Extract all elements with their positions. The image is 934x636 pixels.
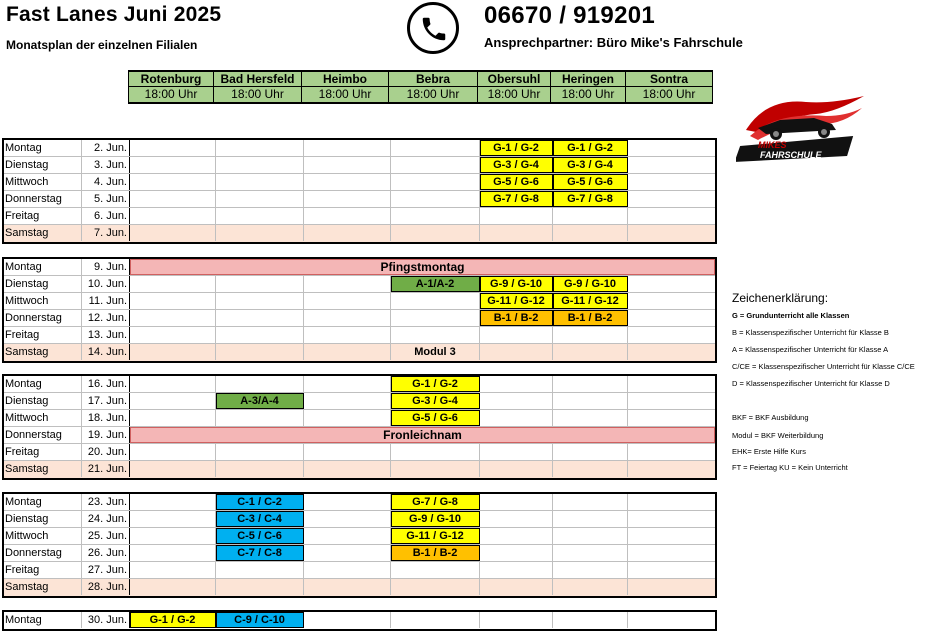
empty-cell [480,225,553,241]
empty-cell [304,562,391,578]
weekday-cell: Montag [4,259,82,275]
legend-item: B = Klassenspezifischer Unterricht für Klasse B [732,328,889,337]
course-cell: G-11 / G-12 [553,293,628,309]
weekday-cell: Montag [4,140,82,156]
empty-cell [480,579,553,595]
empty-cell [480,511,553,527]
date-cell: 24. Jun. [82,511,130,527]
empty-cell [216,174,304,190]
weekday-cell: Samstag [4,344,82,360]
course-cell: A-1/A-2 [391,276,480,292]
branch-time: 18:00 Uhr [626,87,713,104]
date-cell: 16. Jun. [82,376,130,392]
legend-item: C/CE = Klassenspezifischer Unterricht für Klasse C/CE [732,362,915,371]
course-cell: G-5 / G-6 [553,174,628,190]
branch-time: 18:00 Uhr [302,87,389,104]
course-cell: G-3 / G-4 [480,157,553,173]
course-cell: G-5 / G-6 [391,410,480,426]
weekday-cell: Montag [4,612,82,628]
date-cell: 23. Jun. [82,494,130,510]
week-table [2,610,717,631]
date-cell: 7. Jun. [82,225,130,241]
course-cell: C-3 / C-4 [216,511,304,527]
week-table [2,374,717,480]
empty-cell [628,157,715,173]
empty-cell [628,208,715,224]
legend-item: FT = Feiertag KU = Kein Unterricht [732,463,848,472]
empty-cell [304,444,391,460]
table-row [4,376,715,393]
branch-time: 18:00 Uhr [128,87,214,104]
empty-cell [304,393,391,409]
empty-cell [304,511,391,527]
empty-cell [216,225,304,241]
empty-cell [628,545,715,561]
course-cell: G-11 / G-12 [480,293,553,309]
empty-cell [628,444,715,460]
empty-cell [628,191,715,207]
empty-cell [391,174,480,190]
empty-cell [628,225,715,241]
course-cell: G-9 / G-10 [480,276,553,292]
empty-cell [216,191,304,207]
weekday-cell: Mittwoch [4,174,82,190]
empty-cell [628,174,715,190]
empty-cell [553,376,628,392]
empty-cell [304,461,391,477]
empty-cell [130,174,216,190]
week-table [2,257,717,363]
branch-time: 18:00 Uhr [551,87,626,104]
empty-cell [130,410,216,426]
empty-cell [130,393,216,409]
table-row [4,461,715,478]
table-row [4,140,715,157]
date-cell: 30. Jun. [82,612,130,628]
empty-cell [391,310,480,326]
table-row [4,208,715,225]
empty-cell [391,157,480,173]
legend [732,291,932,472]
week-table [2,138,717,244]
course-cell: G-7 / G-8 [480,191,553,207]
date-cell: 20. Jun. [82,444,130,460]
course-cell: G-7 / G-8 [391,494,480,510]
empty-cell [216,562,304,578]
table-row [4,157,715,174]
empty-cell [304,140,391,156]
legend-item: Modul = BKF Weiterbildung [732,431,824,440]
table-row [4,327,715,344]
date-cell: 19. Jun. [82,427,130,443]
course-cell: G-1 / G-2 [130,612,216,628]
empty-cell [216,461,304,477]
branch-name-row [128,70,713,87]
course-cell: G-3 / G-4 [391,393,480,409]
empty-cell [628,393,715,409]
date-cell: 17. Jun. [82,393,130,409]
empty-cell [628,376,715,392]
empty-cell [130,376,216,392]
course-cell: G-9 / G-10 [391,511,480,527]
weekday-cell: Dienstag [4,511,82,527]
legend-item: G = Grundunterricht alle Klassen [732,311,850,320]
empty-cell [130,579,216,595]
empty-cell [391,208,480,224]
weekday-cell: Freitag [4,444,82,460]
empty-cell [304,612,391,628]
empty-cell [304,376,391,392]
table-row [4,344,715,361]
branch-time: 18:00 Uhr [389,87,478,104]
empty-cell [628,612,715,628]
empty-cell [216,376,304,392]
empty-cell [216,410,304,426]
empty-cell [628,327,715,343]
empty-cell [391,327,480,343]
empty-cell [391,293,480,309]
empty-cell [480,344,553,360]
table-row [4,293,715,310]
date-cell: 14. Jun. [82,344,130,360]
course-cell: G-7 / G-8 [553,191,628,207]
course-cell: G-11 / G-12 [391,528,480,544]
weekday-cell: Donnerstag [4,545,82,561]
logo-text-top: MIKES [758,140,787,150]
empty-cell [480,208,553,224]
weekday-cell: Donnerstag [4,191,82,207]
weekday-cell: Freitag [4,208,82,224]
empty-cell [553,344,628,360]
weekday-cell: Mittwoch [4,293,82,309]
empty-cell [553,562,628,578]
table-row [4,444,715,461]
empty-cell [391,612,480,628]
empty-cell [130,140,216,156]
empty-cell [553,545,628,561]
weekday-cell: Dienstag [4,393,82,409]
empty-cell [130,444,216,460]
legend-item: EHK= Erste Hilfe Kurs [732,447,806,456]
week-table [2,492,717,598]
empty-cell [391,140,480,156]
course-cell: B-1 / B-2 [480,310,553,326]
empty-cell [553,208,628,224]
empty-cell [216,327,304,343]
date-cell: 25. Jun. [82,528,130,544]
empty-cell [304,528,391,544]
table-row [4,410,715,427]
empty-cell [553,494,628,510]
empty-cell [480,393,553,409]
empty-cell [304,410,391,426]
empty-cell [480,545,553,561]
empty-cell [391,225,480,241]
empty-cell [391,461,480,477]
course-cell: C-9 / C-10 [216,612,304,628]
branch-time: 18:00 Uhr [478,87,551,104]
date-cell: 4. Jun. [82,174,130,190]
empty-cell [216,344,304,360]
phone-icon [407,2,459,54]
branch-name: Heimbo [302,70,389,87]
table-row [4,276,715,293]
legend-item: A = Klassenspezifischer Unterricht für Klasse A [732,345,889,354]
page-subtitle: Monatsplan der einzelnen Filialen [6,38,198,52]
empty-cell [130,494,216,510]
course-cell: C-5 / C-6 [216,528,304,544]
logo-text-bottom: FAHRSCHULE [760,150,822,160]
empty-cell [553,612,628,628]
empty-cell [553,579,628,595]
legend-item: D = Klassenspezifischer Unterricht für Klasse D [732,379,890,388]
table-row [4,191,715,208]
weekday-cell: Donnerstag [4,310,82,326]
empty-cell [216,579,304,595]
legend-item: BKF = BKF Ausbildung [732,413,809,422]
empty-cell [304,208,391,224]
empty-cell [628,511,715,527]
empty-cell [130,157,216,173]
empty-cell [628,276,715,292]
course-cell: G-3 / G-4 [553,157,628,173]
empty-cell [628,494,715,510]
date-cell: 13. Jun. [82,327,130,343]
empty-cell [216,276,304,292]
empty-cell [628,528,715,544]
date-cell: 5. Jun. [82,191,130,207]
empty-cell [553,393,628,409]
weekday-cell: Samstag [4,461,82,477]
empty-cell [553,327,628,343]
empty-cell [480,528,553,544]
empty-cell [216,293,304,309]
empty-cell [130,545,216,561]
date-cell: 26. Jun. [82,545,130,561]
empty-cell [628,293,715,309]
page-title: Fast Lanes Juni 2025 [6,3,222,26]
empty-cell [391,579,480,595]
course-cell: Modul 3 [391,344,480,360]
empty-cell [130,191,216,207]
table-row [4,562,715,579]
table-row [4,393,715,410]
empty-cell [216,444,304,460]
empty-cell [304,276,391,292]
weekday-cell: Dienstag [4,157,82,173]
table-row [4,528,715,545]
empty-cell [130,511,216,527]
course-cell: G-1 / G-2 [391,376,480,392]
legend-title: Zeichenerklärung: [732,291,829,305]
date-cell: 21. Jun. [82,461,130,477]
empty-cell [553,225,628,241]
course-cell: B-1 / B-2 [391,545,480,561]
empty-cell [628,461,715,477]
date-cell: 18. Jun. [82,410,130,426]
holiday-cell: Fronleichnam [130,427,715,443]
empty-cell [216,140,304,156]
empty-cell [628,344,715,360]
empty-cell [553,444,628,460]
date-cell: 2. Jun. [82,140,130,156]
empty-cell [304,225,391,241]
empty-cell [628,140,715,156]
branch-name: Sontra [626,70,713,87]
date-cell: 12. Jun. [82,310,130,326]
table-row [4,310,715,327]
date-cell: 3. Jun. [82,157,130,173]
empty-cell [391,562,480,578]
empty-cell [216,157,304,173]
weekday-cell: Montag [4,494,82,510]
table-row [4,545,715,562]
course-cell: G-9 / G-10 [553,276,628,292]
branch-time: 18:00 Uhr [214,87,302,104]
empty-cell [304,494,391,510]
date-cell: 27. Jun. [82,562,130,578]
empty-cell [553,410,628,426]
empty-cell [628,579,715,595]
empty-cell [304,157,391,173]
empty-cell [553,461,628,477]
weekday-cell: Montag [4,376,82,392]
empty-cell [480,410,553,426]
date-cell: 6. Jun. [82,208,130,224]
empty-cell [130,327,216,343]
empty-cell [304,327,391,343]
branch-time-row [128,87,713,104]
branch-name: Heringen [551,70,626,87]
contact-person: Ansprechpartner: Büro Mike's Fahrschule [484,35,743,50]
empty-cell [130,293,216,309]
empty-cell [628,310,715,326]
table-row [4,259,715,276]
table-row [4,612,715,629]
branch-name: Rotenburg [128,70,214,87]
weekday-cell: Freitag [4,327,82,343]
empty-cell [304,579,391,595]
empty-cell [130,310,216,326]
empty-cell [130,461,216,477]
weekday-cell: Donnerstag [4,427,82,443]
empty-cell [130,344,216,360]
course-cell: G-1 / G-2 [553,140,628,156]
date-cell: 9. Jun. [82,259,130,275]
table-row [4,511,715,528]
course-cell: C-7 / C-8 [216,545,304,561]
course-cell: G-1 / G-2 [480,140,553,156]
empty-cell [480,461,553,477]
driving-school-logo [736,90,868,164]
empty-cell [130,276,216,292]
empty-cell [304,293,391,309]
table-row [4,427,715,444]
empty-cell [480,494,553,510]
empty-cell [480,327,553,343]
empty-cell [304,191,391,207]
empty-cell [130,208,216,224]
weekday-cell: Dienstag [4,276,82,292]
table-row [4,494,715,511]
empty-cell [553,528,628,544]
holiday-cell: Pfingstmontag [130,259,715,275]
empty-cell [480,376,553,392]
course-cell: G-5 / G-6 [480,174,553,190]
empty-cell [304,310,391,326]
empty-cell [216,310,304,326]
empty-cell [304,545,391,561]
empty-cell [480,444,553,460]
table-row [4,174,715,191]
branch-name: Obersuhl [478,70,551,87]
empty-cell [628,562,715,578]
weekday-cell: Mittwoch [4,410,82,426]
empty-cell [130,562,216,578]
weekday-cell: Mittwoch [4,528,82,544]
empty-cell [480,562,553,578]
empty-cell [391,191,480,207]
date-cell: 28. Jun. [82,579,130,595]
date-cell: 10. Jun. [82,276,130,292]
empty-cell [304,344,391,360]
empty-cell [216,208,304,224]
empty-cell [391,444,480,460]
weekday-cell: Freitag [4,562,82,578]
date-cell: 11. Jun. [82,293,130,309]
empty-cell [130,528,216,544]
empty-cell [130,225,216,241]
course-cell: B-1 / B-2 [553,310,628,326]
empty-cell [304,174,391,190]
empty-cell [480,612,553,628]
empty-cell [628,410,715,426]
table-row [4,225,715,242]
table-row [4,579,715,596]
branch-name: Bad Hersfeld [214,70,302,87]
weekday-cell: Samstag [4,579,82,595]
course-cell: C-1 / C-2 [216,494,304,510]
weekday-cell: Samstag [4,225,82,241]
branch-name: Bebra [389,70,478,87]
empty-cell [553,511,628,527]
course-cell: A-3/A-4 [216,393,304,409]
phone-number: 06670 / 919201 [484,2,656,29]
